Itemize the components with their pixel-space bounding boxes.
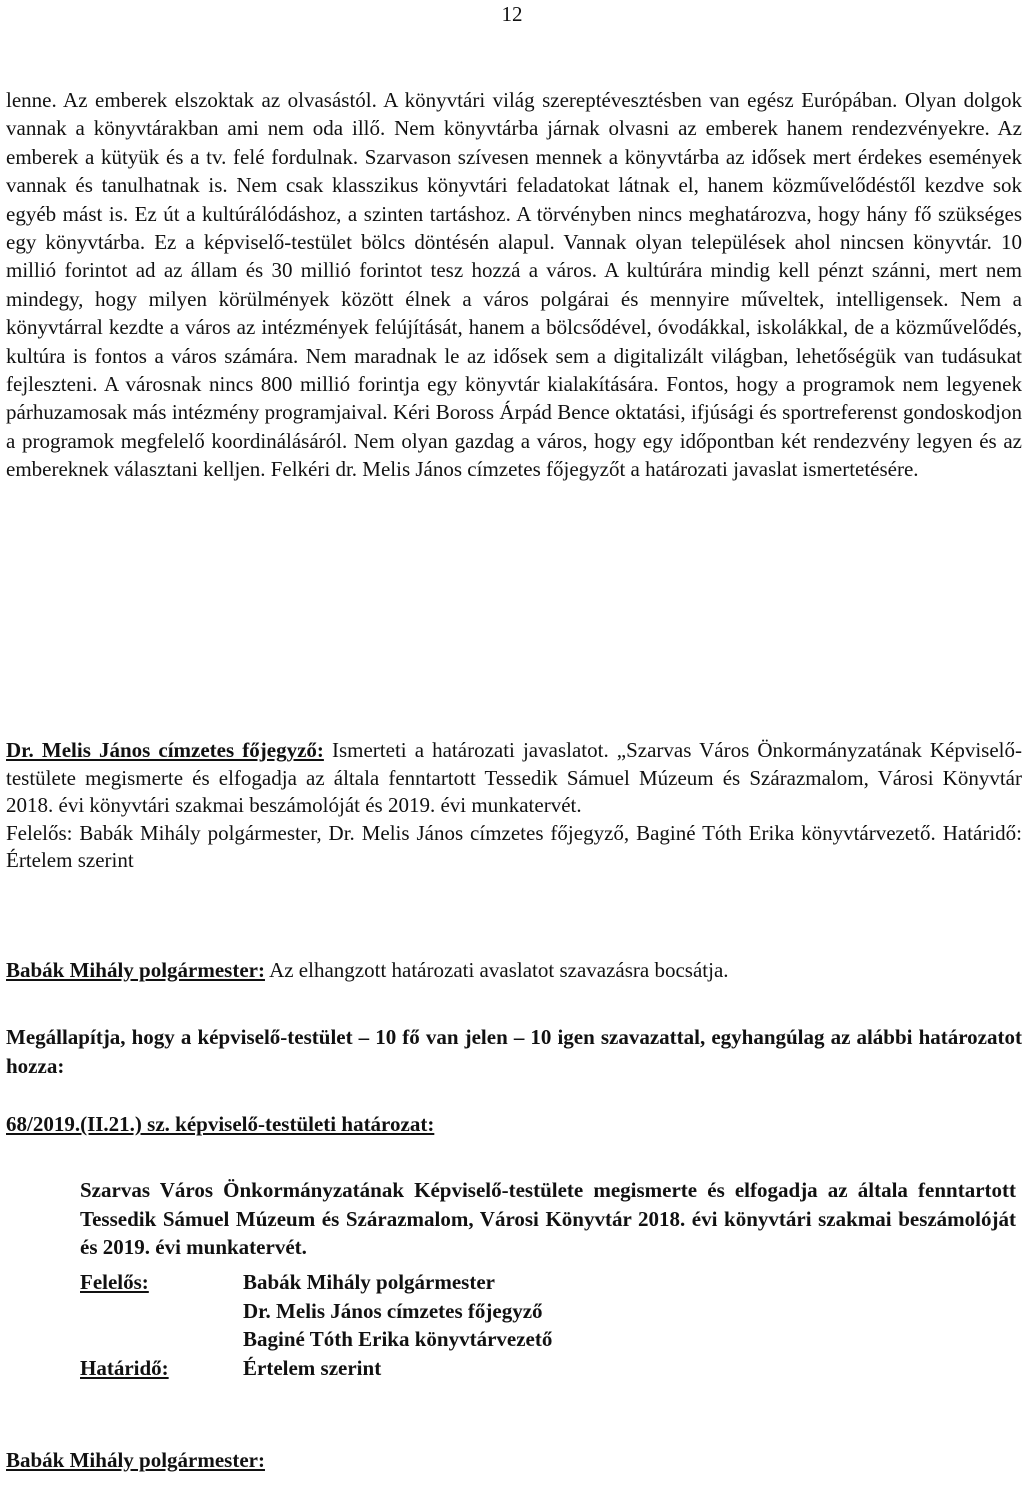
body-paragraph: lenne. Az emberek elszoktak az olvasástól. A könyvtári világ szereptévesztésben van egész Európában. Olyan dolgok vannak a könyvtárakban ami nem oda illő. Nem könyvtárba járnak olvasni az emberek hanem rendezvényekre. Az emberek a kütyük és a tv. felé fordulnak. Szarvason szívesen mennek a könyvtárba az idősek mert érdekes események vannak és tanulhatnak is. Nem csak klasszikus könyvtári feladatokat látnak el, hanem közművelődéstől kezdve sok egyéb mást is. Ez út a kultúrálódáshoz, a szinten tartáshoz. A törvényben nincs meghatározva, hogy hány fő szükséges egy könyvtárba. Ez a képviselő-testület bölcs döntésén alapul. Vannak olyan települések ahol nincsen könyvtár. 10 millió forintot ad az állam és 30 millió forintot tesz hozzá a város. A kultúrára mindig kell pénzt szánni, mert nem mindegy, hogy milyen körülmények között élnek a város polgárai és mennyire műveltek, intelligensek. Nem a könyvtárral kezdte a város az intézmények felújítását, hanem a bölcsődével, óvodákkal, iskolákkal, de a közművelődés, kultúra is fontos a város számára. Nem maradnak le az idősek sem a digitalizált világban, lehetőségük van tudásukat fejleszteni. A városnak nincs 800 millió forintja egy könyvtár kialakítására. Fontos, hogy a programok nem legyenek párhuzamosak más intézmény programjaival. Kéri Boross Árpád Bence oktatási, ifjúsági és sportreferenst gondoskodjon a programok megfelelő koordinálásáról. Nem olyan gazdag a város, hogy egy időpontban két rendezvény legyen és az embereknek választani kelljen. Felkéri dr. Melis János címzetes főjegyzőt a határozati javaslat ismertetésére. xyxy=(6,88,1022,482)
speaker-text: Az elhangzott határozati avaslatot szavazásra bocsátja. xyxy=(264,958,729,982)
resolution-text: Szarvas Város Önkormányzatának Képviselő-testülete megismerte és elfogadja az általa fenntartott Tessedik Sámuel Múzeum és Szárazmalom, Városi Könyvtár 2018. évi könyvtári szakmai beszámolóját és 2019. évi munkatervét. xyxy=(80,1178,1016,1260)
page-number: 12 xyxy=(501,2,523,26)
deadline-row xyxy=(80,1354,552,1383)
responsible-person: Babák Mihály polgármester xyxy=(243,1270,495,1294)
resolution-title xyxy=(6,1110,1022,1138)
speaker-name: Babák Mihály polgármester: xyxy=(6,958,265,982)
final-speaker: Babák Mihály polgármester: xyxy=(6,1448,265,1472)
speaker-text: Ismerteti a határozati javaslatot. „Szarvas Város Önkormányzatának Képviselő-testülete megismerte és elfogadja az általa fenntartott Tessedik Sámuel Múzeum és Szárazmalom, Városi Könyvtár 2018. évi könyvtári szakmai beszámolóját és 2019. évi munkatervét. xyxy=(6,738,1023,817)
deadline-label: Határidő: xyxy=(80,1355,169,1380)
speaker-paragraph-mayor xyxy=(6,956,1022,984)
responsible-label: Felelős: xyxy=(80,1270,149,1294)
responsible-row xyxy=(80,1268,552,1354)
responsible-list xyxy=(243,1268,552,1354)
responsibility-table xyxy=(80,1268,552,1382)
vote-statement: Megállapítja, hogy a képviselő-testület – 10 fő van jelen – 10 igen szavazattal, egyhangúlag az alábbi határozatot hozza: xyxy=(6,1025,1022,1078)
responsible-line: Felelős: Babák Mihály polgármester, Dr. Melis János címzetes főjegyző, Baginé Tóth Erika könyvtárvezető. Határidő: Értelem szerint xyxy=(6,820,1022,872)
resolution-title-text: 68/2019.(II.21.) sz. képviselő-testületi határozat: xyxy=(6,1112,435,1136)
responsible-person: Dr. Melis János címzetes főjegyző xyxy=(243,1298,543,1323)
deadline-value: Értelem szerint xyxy=(243,1355,382,1380)
speaker-paragraph-jegyzo xyxy=(6,737,1022,875)
responsible-person: Baginé Tóth Erika könyvtárvezető xyxy=(243,1327,553,1352)
speaker-name: Dr. Melis János címzetes főjegyző: xyxy=(6,738,324,762)
